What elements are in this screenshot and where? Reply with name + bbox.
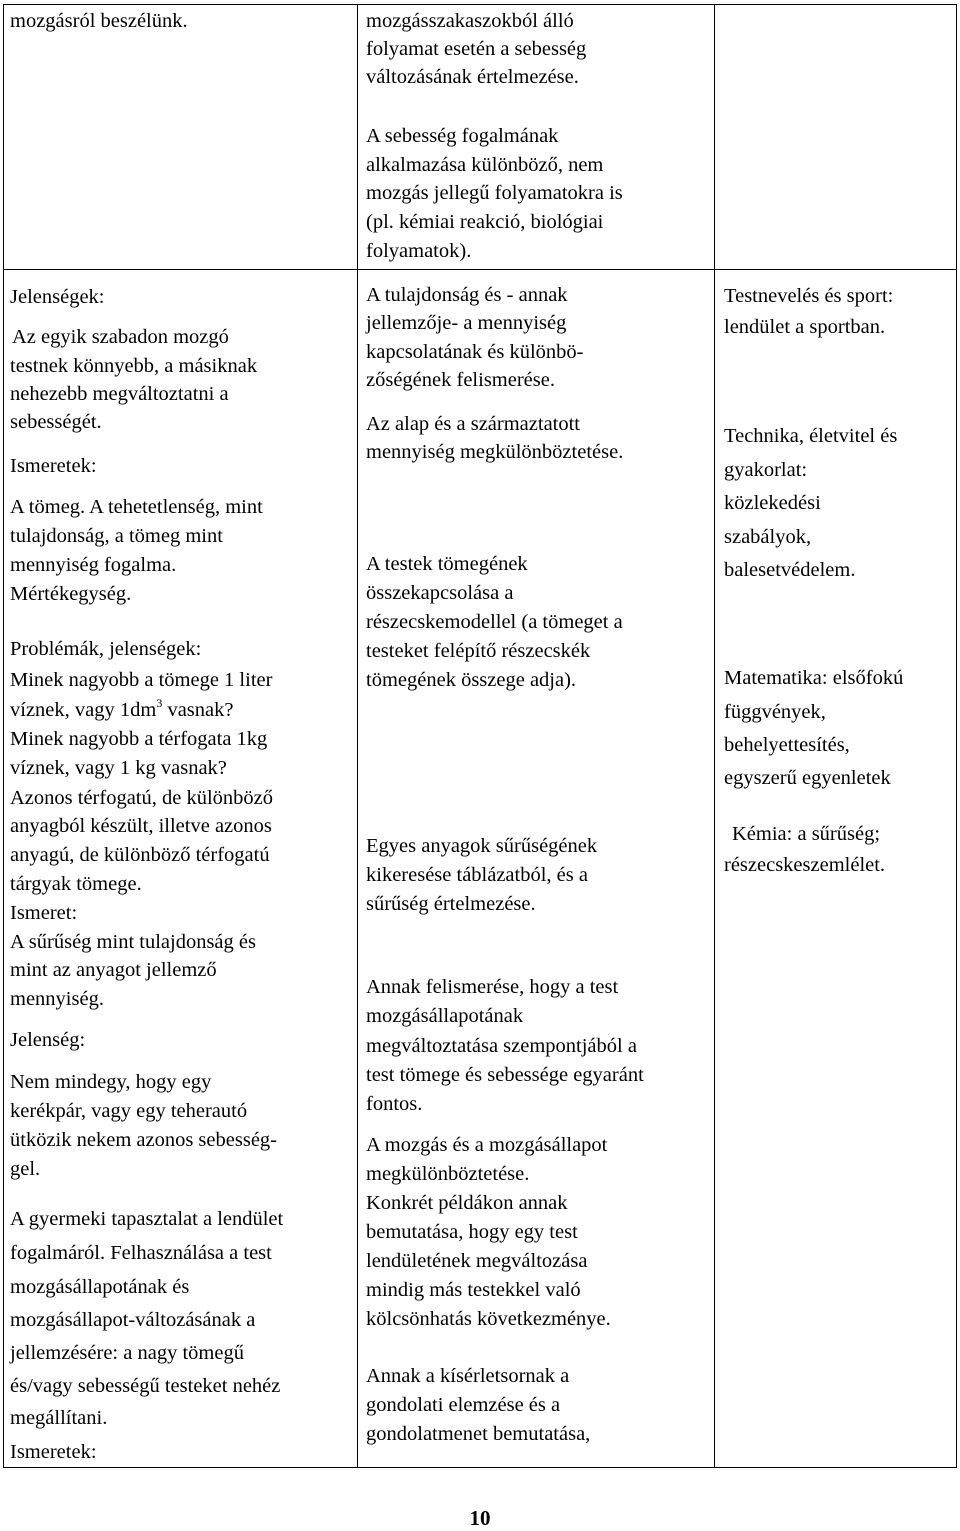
text-line: kapcsolatának és különbö- bbox=[366, 341, 584, 363]
text-line: bemutatása, hogy egy test bbox=[366, 1221, 578, 1243]
text-line: gel. bbox=[10, 1158, 41, 1180]
page-number: 10 bbox=[469, 1506, 491, 1530]
text-line: megállítani. bbox=[10, 1407, 108, 1429]
text-fragment: víznek, vagy 1dm bbox=[10, 699, 157, 721]
text-line: alkalmazása különböző, nem bbox=[366, 154, 604, 176]
text-line: kikeresése táblázatból, és a bbox=[366, 864, 588, 886]
text-line: tömegének összege adja). bbox=[366, 669, 577, 691]
table-border-top bbox=[3, 4, 957, 5]
text-line: (pl. kémiai reakció, biológiai bbox=[366, 211, 604, 233]
text-line: jellemzője- a mennyiség bbox=[366, 312, 567, 334]
text-line: mint az anyagot jellemző bbox=[10, 959, 217, 981]
text-line: mozgásról beszélünk. bbox=[10, 10, 188, 32]
text-line: kerékpár, vagy egy teherautó bbox=[10, 1100, 248, 1122]
text-line: összekapcsolása a bbox=[366, 582, 514, 604]
text-line: Mértékegység. bbox=[10, 583, 132, 605]
text-line: mindig más testekkel való bbox=[366, 1279, 581, 1301]
text-line: A sűrűség mint tulajdonság és bbox=[10, 931, 256, 953]
text-line: mennyiség. bbox=[10, 988, 104, 1010]
text-line: Azonos térfogatú, de különböző bbox=[10, 787, 274, 809]
text-line: Ismeretek: bbox=[10, 455, 97, 477]
text-line: mozgásállapotának és bbox=[10, 1276, 190, 1298]
text-line: megkülönböztetése. bbox=[366, 1163, 530, 1185]
text-line: tárgyak tömege. bbox=[10, 873, 142, 895]
text-line: sűrűség értelmezése. bbox=[366, 893, 536, 915]
text-line: Konkrét példákon annak bbox=[366, 1192, 568, 1214]
table-border-left bbox=[3, 4, 4, 1468]
table-border-bottom bbox=[3, 1467, 957, 1468]
text-line: A testek tömegének bbox=[366, 553, 528, 575]
text-line: mozgás jellegű folyamatokra is bbox=[366, 182, 623, 204]
table-border-right bbox=[956, 4, 957, 1468]
table-border-row-divider bbox=[3, 269, 957, 270]
text-line: változásának értelmezése. bbox=[366, 66, 579, 88]
text-line: Problémák, jelenségek: bbox=[10, 638, 202, 660]
text-line: A sebesség fogalmának bbox=[366, 125, 559, 147]
text-line: ütközik nekem azonos sebesség- bbox=[10, 1129, 277, 1151]
text-line: mozgásállapotának bbox=[366, 1005, 524, 1027]
text-line: gondolatmenet bemutatása, bbox=[366, 1423, 591, 1445]
text-line: lendület a sportban. bbox=[724, 316, 886, 338]
text-line: gyakorlat: bbox=[724, 459, 808, 481]
text-line: test tömege és sebessége egyaránt bbox=[366, 1064, 644, 1086]
text-line: gondolati elemzése és a bbox=[366, 1394, 561, 1416]
text-line: lendületének megváltozása bbox=[366, 1250, 588, 1272]
text-line: testeket felépítő részecskék bbox=[366, 640, 591, 662]
text-line: Kémia: a sűrűség; bbox=[732, 823, 881, 845]
text-line: Matematika: elsőfokú bbox=[724, 667, 904, 689]
text-line: A gyermeki tapasztalat a lendület bbox=[10, 1208, 284, 1230]
text-line: A tulajdonság és - annak bbox=[366, 284, 568, 306]
text-line: mozgásállapot-változásának a bbox=[10, 1309, 256, 1331]
text-line: függvények, bbox=[724, 701, 826, 723]
text-line: mozgásszakaszokból álló bbox=[366, 10, 574, 32]
text-line: Egyes anyagok sűrűségének bbox=[366, 835, 598, 857]
text-line: Ismeret: bbox=[10, 902, 78, 924]
text-line: kölcsönhatás következménye. bbox=[366, 1308, 611, 1330]
text-line: Nem mindegy, hogy egy bbox=[10, 1071, 212, 1093]
text-line: Technika, életvitel és bbox=[724, 425, 898, 447]
text-line: A mozgás és a mozgásállapot bbox=[366, 1134, 608, 1156]
text-line: A tömeg. A tehetetlenség, mint bbox=[10, 496, 263, 518]
text-line: mennyiség fogalma. bbox=[10, 554, 177, 576]
text-line: Az alap és a származtatott bbox=[366, 413, 580, 435]
text-line: tulajdonság, a tömeg mint bbox=[10, 525, 223, 547]
text-line: Annak felismerése, hogy a test bbox=[366, 976, 619, 998]
text-line: Minek nagyobb a tömege 1 liter bbox=[10, 669, 273, 691]
text-line: sebességét. bbox=[10, 411, 102, 433]
text-line: részecskemodellel (a tömeget a bbox=[366, 611, 623, 633]
text-line: balesetvédelem. bbox=[724, 559, 856, 581]
text-line: Minek nagyobb a térfogata 1kg bbox=[10, 728, 268, 750]
text-line: zőségének felismerése. bbox=[366, 369, 555, 391]
text-line: Az egyik szabadon mozgó bbox=[12, 326, 229, 348]
text-line: közlekedési bbox=[724, 492, 821, 514]
text-line: Testnevelés és sport: bbox=[724, 285, 894, 307]
text-line: Jelenségek: bbox=[10, 286, 105, 308]
text-line: anyagból készült, illetve azonos bbox=[10, 815, 272, 837]
text-line: fogalmáról. Felhasználása a test bbox=[10, 1242, 272, 1264]
text-line: folyamatok). bbox=[366, 240, 472, 262]
text-line: fontos. bbox=[366, 1093, 423, 1115]
text-line: folyamat esetén a sebesség bbox=[366, 38, 587, 60]
text-line: testnek könnyebb, a másiknak bbox=[10, 355, 258, 377]
text-line: behelyettesítés, bbox=[724, 734, 850, 756]
text-line: nehezebb megváltoztatni a bbox=[10, 383, 229, 405]
text-line: Jelenség: bbox=[10, 1029, 86, 1051]
text-line: megváltoztatása szempontjából a bbox=[366, 1035, 637, 1057]
text-line: mennyiség megkülönböztetése. bbox=[366, 441, 624, 463]
text-line: anyagú, de különböző térfogatú bbox=[10, 844, 270, 866]
text-fragment: vasnak? bbox=[162, 699, 234, 721]
text-line: szabályok, bbox=[724, 526, 812, 548]
text-line: és/vagy sebességű testeket nehéz bbox=[10, 1375, 281, 1397]
text-line: víznek, vagy 1 kg vasnak? bbox=[10, 757, 227, 779]
table-column-divider-2 bbox=[714, 4, 715, 1468]
table-column-divider-1 bbox=[357, 4, 358, 1468]
text-line: Annak a kísérletsornak a bbox=[366, 1365, 570, 1387]
superscript: 3 bbox=[156, 696, 163, 710]
text-line: részecskeszemlélet. bbox=[724, 854, 886, 876]
text-line: jellemzésére: a nagy tömegű bbox=[10, 1342, 244, 1364]
text-line: Ismeretek: bbox=[10, 1441, 97, 1463]
text-line bbox=[10, 698, 233, 722]
text-line: egyszerű egyenletek bbox=[724, 767, 891, 789]
